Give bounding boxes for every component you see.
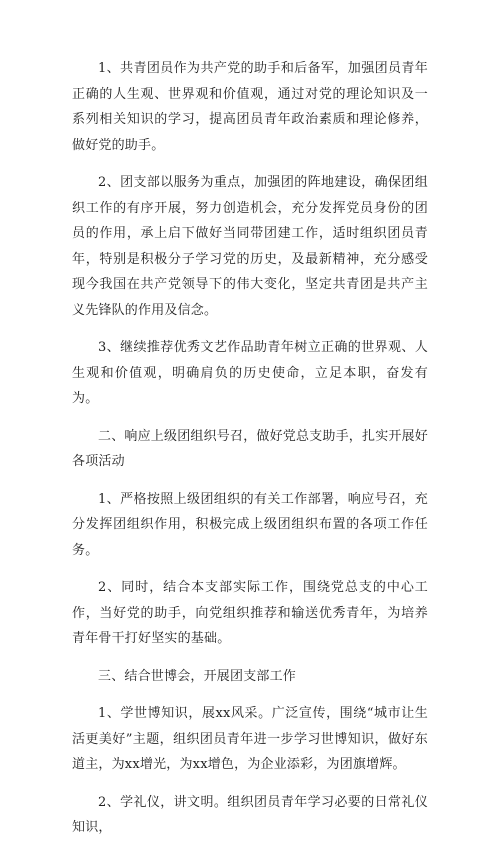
section-heading-2: 二、响应上级团组织号召，做好党总支助手，扎实开展好各项活动 — [72, 428, 429, 469]
paragraph-2: 2、团支部以服务为重点，加强团的阵地建设，确保团组织工作的有序开展，努力创造机会，充分发挥党员身份的团员的作用，承上启下做好当同带团建工作，适时组织团员青年，特别是积极分子学习党的历史，及最新精神，充分感受现今我国在共产党领导下的伟大变化，坚定共青团是共产主义先锋队的作用及信念。 — [72, 175, 428, 318]
document-body — [72, 56, 428, 853]
paragraph-5: 2、同时，结合本支部实际工作，围绕党总支的中心工作，当好党的助手，向党组织推荐和输送优秀青年，为培养青年骨干打好坚实的基础。 — [72, 580, 428, 646]
paragraph-6: 1、学世博知识，展xx风采。广泛宣传，围绕“城市让生活更美好”主题，组织团员青年进一步学习世博知识，做好东道主，为xx增光，为xx增色，为企业添彩，为团旗增辉。 — [72, 706, 428, 772]
paragraph-4: 1、严格按照上级团组织的有关工作部署，响应号召，充分发挥团组织作用，积极完成上级团组织布置的各项工作任务。 — [72, 491, 428, 558]
section-heading-3: 三、结合世博会，开展团支部工作 — [98, 668, 297, 684]
paragraph-3: 3、继续推荐优秀文艺作品助青年树立正确的世界观、人生观和价值观，明确肩负的历史使命，立足本职，奋发有为。 — [72, 340, 428, 406]
paragraph-7: 2、学礼仪，讲文明。组织团员青年学习必要的日常礼仪知识， — [72, 794, 428, 835]
paragraph-1: 1、共青团员作为共产党的助手和后备军，加强团员青年正确的人生观、世界观和价值观，通过对党的理论知识及一系列相关知识的学习，提高团员青年政治素质和理论修养，做好党的助手。 — [72, 61, 428, 153]
